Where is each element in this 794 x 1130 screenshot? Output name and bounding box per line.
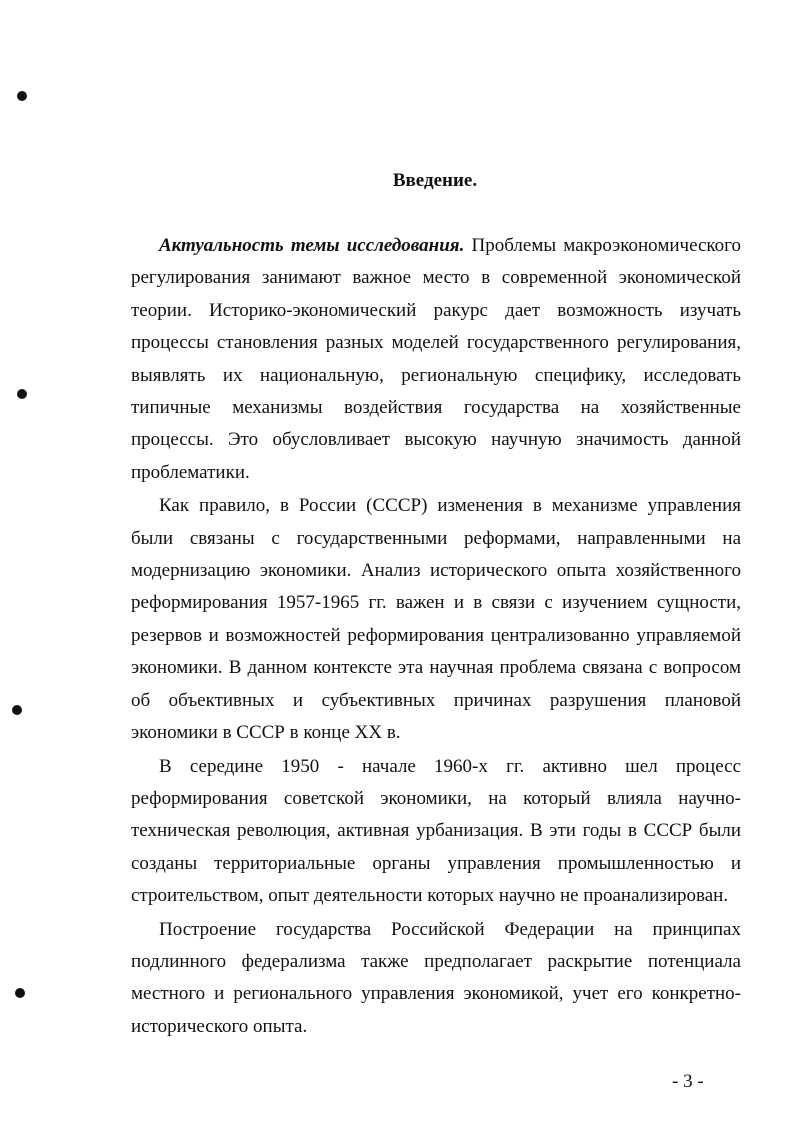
paragraph-1 [131, 230, 741, 489]
paragraph-3: В середине 1950 - начале 1960-х гг. активно шел процесс реформирования советской экономики, на который влияла научно-техническая революция, активная урбанизация. В эти годы в СССР были созданы территориальные органы управления промышленностью и строительством, опыт деятельности которых научно не проанализирован. [131, 755, 741, 907]
paragraph-lead: Актуальность темы исследования. [159, 235, 465, 256]
binder-hole-mark [17, 389, 27, 399]
binder-hole-mark [17, 91, 27, 101]
body-text [131, 230, 741, 1043]
binder-hole-mark [15, 988, 25, 998]
paragraph-text: Проблемы макроэкономического регулирования занимают важное место в современной экономической теории. Историко-экономический ракурс дает возможность изучать процессы становления разных моделей государственного регулирования, выявлять их национальную, региональную специфику, исследовать типичные механизмы воздействия государства на хозяйственные процессы. Это обусловливает высокую научную значимость данной проблематики. [131, 235, 741, 483]
section-heading: Введение. [392, 170, 478, 191]
paragraph-4: Построение государства Российской Федерации на принципах подлинного федерализма также предполагает раскрытие потенциала местного и регионального управления экономикой, учет его конкретно-исторического опыта. [131, 918, 741, 1037]
page-number: - 3 - [672, 1071, 704, 1092]
paragraph-2: Как правило, в России (СССР) изменения в механизме управления были связаны с государственными реформами, направленными на модернизацию экономики. Анализ исторического опыта хозяйственного реформирования 1957-1965 гг. важен и в связи с изучением сущности, резервов и возможностей реформирования централизованно управляемой экономики. В данном контексте эта научная проблема связана с вопросом об объективных и субъективных причинах разрушения плановой экономики в СССР в конце XX в. [131, 495, 741, 744]
binder-hole-mark [12, 705, 22, 715]
